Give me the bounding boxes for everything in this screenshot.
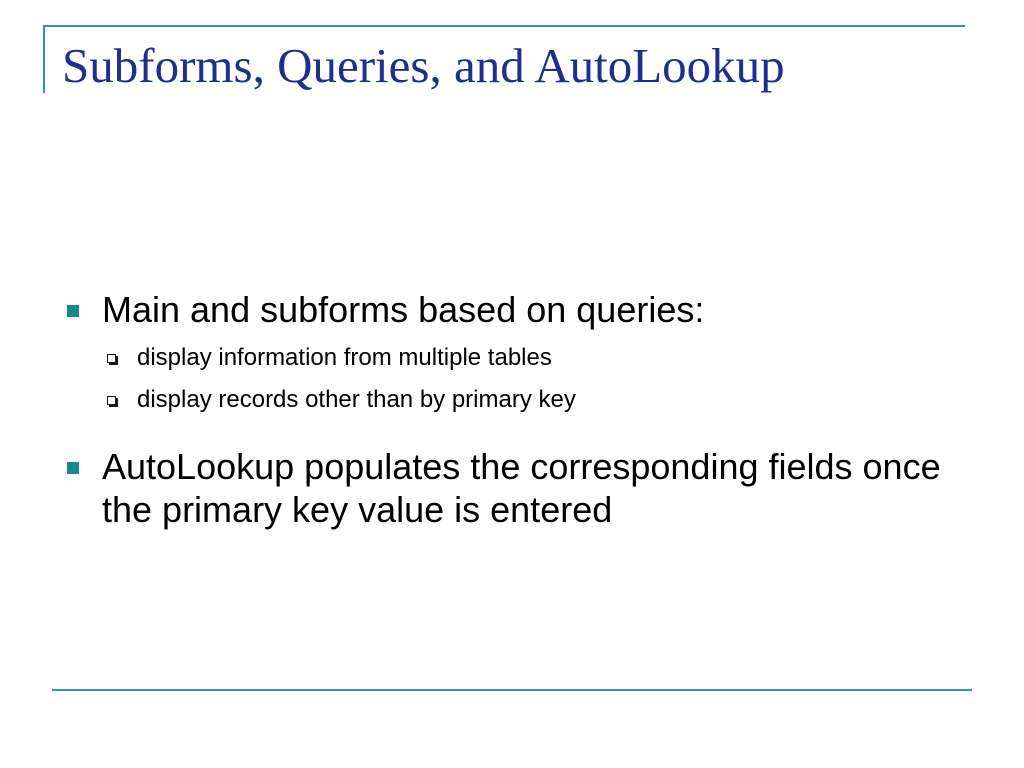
square-bullet-icon [67, 462, 79, 474]
slide-title: Subforms, Queries, and AutoLookup [62, 38, 785, 93]
sub-bullet-item [62, 337, 962, 379]
sub-bullet-text: display records other than by primary key [137, 386, 576, 413]
bullet-text: AutoLookup populates the corresponding fields once the primary key value is entered [102, 446, 941, 530]
sub-bullet-list [62, 337, 962, 421]
sub-bullet-item [62, 379, 962, 421]
bullet-item [62, 445, 962, 531]
bullet-text: Main and subforms based on queries: [102, 289, 705, 330]
sub-bullet-text: display information from multiple tables [137, 344, 552, 371]
hollow-square-bullet-icon [107, 396, 116, 405]
bullet-item [62, 288, 962, 331]
title-left-rule [43, 25, 45, 93]
square-bullet-icon [67, 305, 79, 317]
hollow-square-bullet-icon [107, 354, 116, 363]
slide-body [62, 288, 962, 531]
title-top-rule [43, 25, 965, 27]
footer-rule [52, 689, 972, 691]
